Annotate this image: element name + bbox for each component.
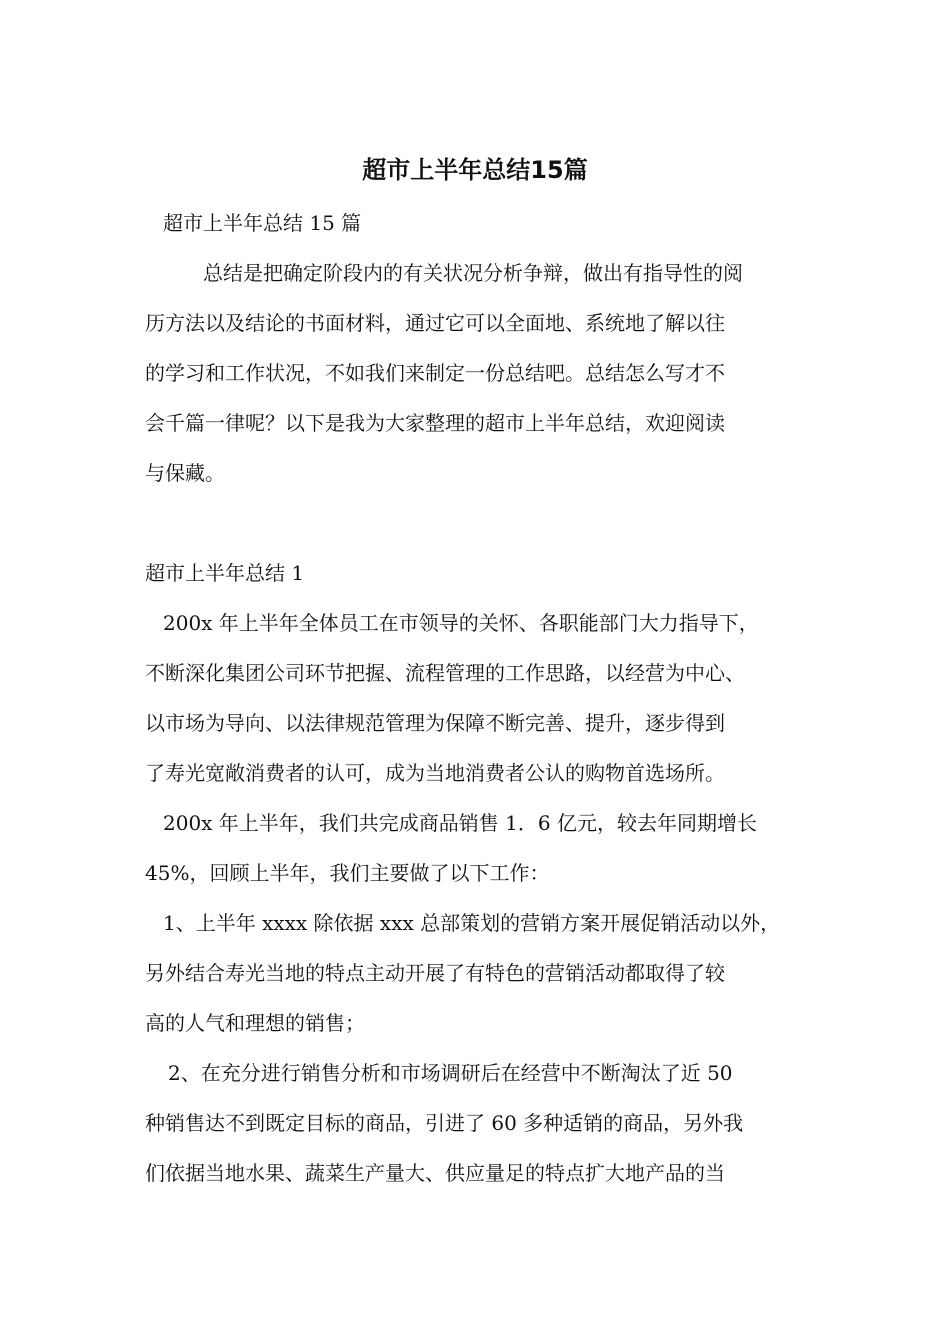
body-line: 另外结合寿光当地的特点主动开展了有特色的营销活动都取得了较 bbox=[145, 961, 725, 985]
section-heading: 超市上半年总结 1 bbox=[145, 561, 305, 585]
body-line: 们依据当地水果、蔬菜生产量大、供应量足的特点扩大地产品的当 bbox=[145, 1161, 725, 1185]
body-line: 以市场为导向、以法律规范管理为保障不断完善、提升，逐步得到 bbox=[145, 711, 725, 735]
document-subtitle: 超市上半年总结 15 篇 bbox=[163, 211, 362, 235]
intro-line: 的学习和工作状况，不如我们来制定一份总结吧。总结怎么写才不 bbox=[145, 361, 725, 385]
intro-line: 历方法以及结论的书面材料，通过它可以全面地、系统地了解以往 bbox=[145, 311, 725, 335]
body-line: 200x 年上半年全体员工在市领导的关怀、各职能部门大力指导下， bbox=[163, 611, 759, 635]
body-line: 45%，回顾上半年，我们主要做了以下工作： bbox=[145, 861, 550, 885]
body-line: 了寿光宽敞消费者的认可，成为当地消费者公认的购物首选场所。 bbox=[145, 761, 725, 785]
intro-line: 总结是把确定阶段内的有关状况分析争辩，做出有指导性的阅 bbox=[203, 261, 743, 285]
body-line: 不断深化集团公司环节把握、流程管理的工作思路，以经营为中心、 bbox=[145, 661, 745, 685]
body-line: 200x 年上半年，我们共完成商品销售 1．6 亿元，较去年同期增长 bbox=[163, 811, 757, 835]
body-line: 2、在充分进行销售分析和市场调研后在经营中不断淘汰了近 50 bbox=[168, 1061, 733, 1085]
intro-line: 会千篇一律呢？以下是我为大家整理的超市上半年总结，欢迎阅读 bbox=[145, 411, 725, 435]
body-line: 高的人气和理想的销售； bbox=[145, 1011, 365, 1035]
document-title: 超市上半年总结15篇 bbox=[362, 156, 588, 184]
body-line: 种销售达不到既定目标的商品，引进了 60 多种适销的商品，另外我 bbox=[145, 1111, 744, 1135]
intro-line: 与保藏。 bbox=[145, 461, 225, 485]
body-line: 1、上半年 xxxx 除依据 xxx 总部策划的营销方案开展促销活动以外， bbox=[163, 911, 781, 935]
